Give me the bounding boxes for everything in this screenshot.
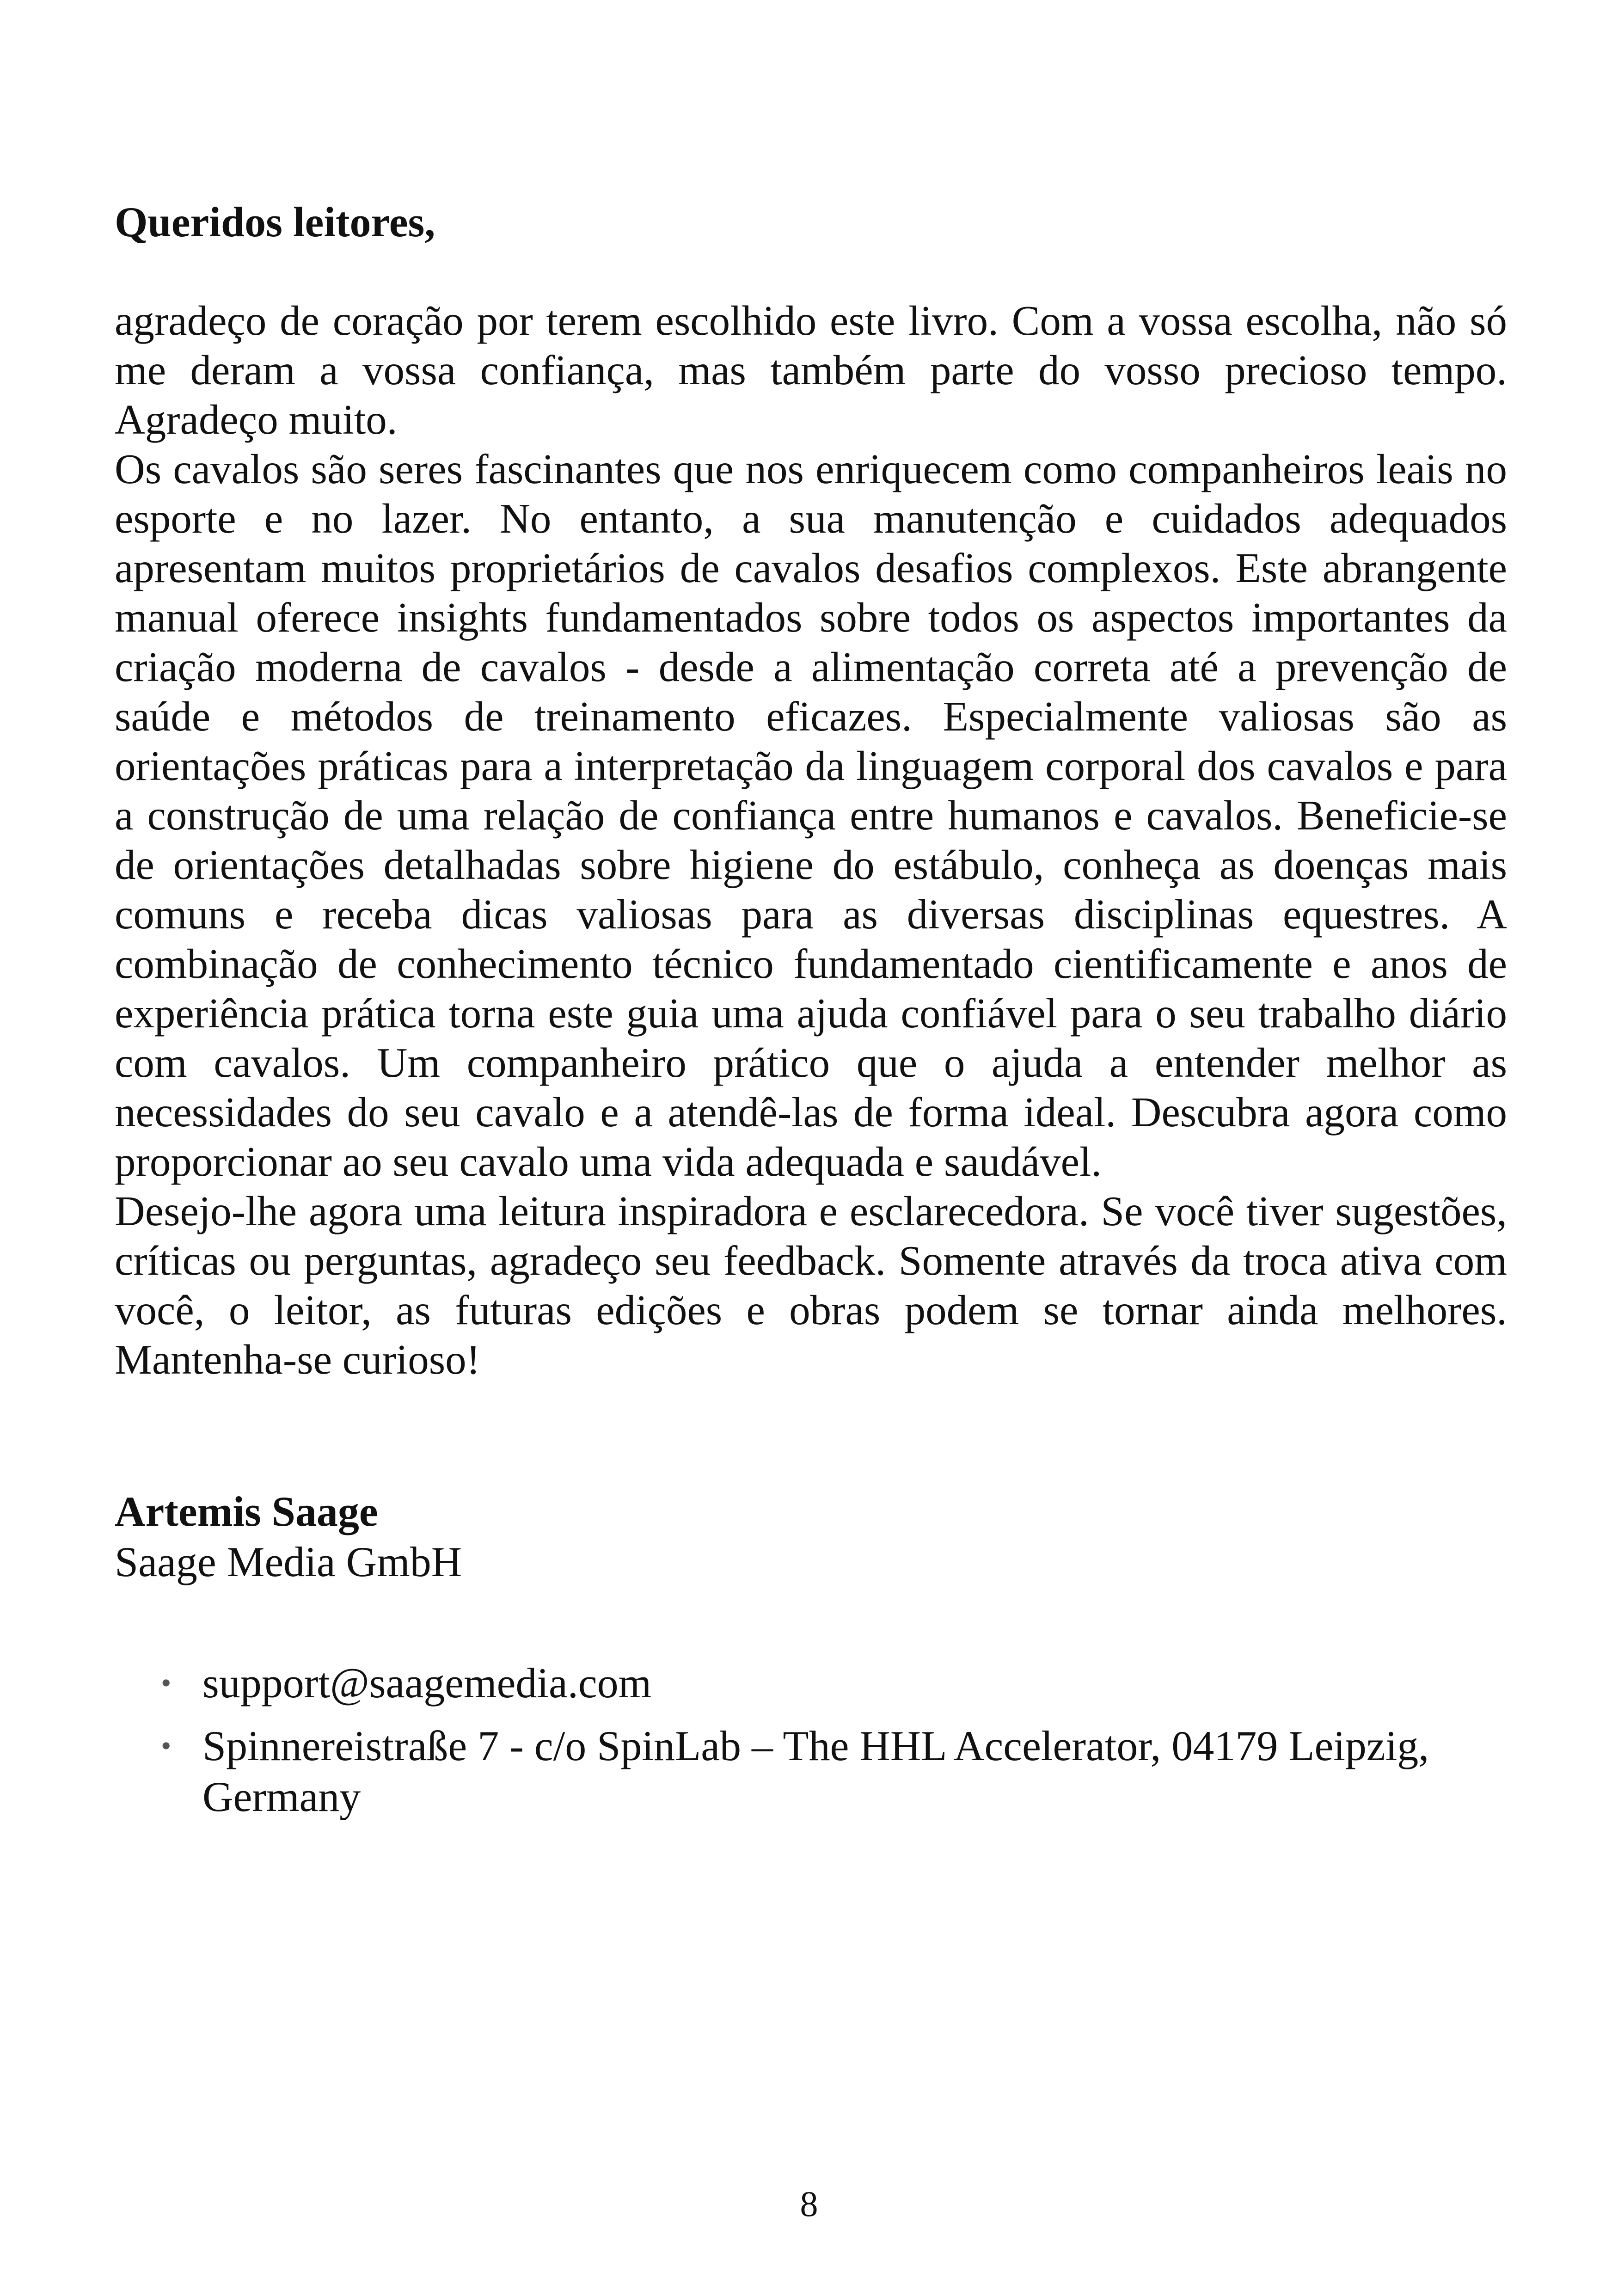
paragraph-closing: Desejo-lhe agora uma leitura inspiradora e esclarecedora. Se você tiver sugestões, críticas ou perguntas, agradeço seu feedback. Somente através da troca ativa com você, o leitor, as futuras edições e obras podem se tornar ainda melhores. Mantenha-se curioso! bbox=[115, 1188, 1507, 1383]
author-name: Artemis Saage bbox=[115, 1488, 378, 1535]
salutation: Queridos leitores, bbox=[115, 198, 435, 246]
letter-body bbox=[115, 296, 1507, 1384]
bullet-icon: • bbox=[161, 1666, 172, 1699]
paragraph-thanks: agradeço de coração por terem escolhido este livro. Com a vossa escolha, não só me deram a vossa confiança, mas também parte do vosso precioso tempo. Agradeço muito. bbox=[115, 297, 1507, 443]
page-number: 8 bbox=[800, 2184, 818, 2224]
contact-address-item bbox=[115, 1720, 1507, 1822]
company-name: Saage Media GmbH bbox=[115, 1538, 462, 1585]
contact-list bbox=[115, 1658, 1507, 1834]
signature-block bbox=[115, 1486, 462, 1587]
contact-email[interactable]: support@saagemedia.com bbox=[202, 1659, 652, 1707]
bullet-icon: • bbox=[161, 1729, 172, 1762]
contact-email-item bbox=[115, 1658, 1507, 1708]
paragraph-main: Os cavalos são seres fascinantes que nos enriquecem como companheiros leais no esporte e no lazer. No entanto, a sua manutenção e cuidados adequados apresentam muitos proprietários de cavalos desafios complexos. Este abrangente manual oferece insights fundamentados sobre todos os aspectos importantes da criação moderna de cavalos - desde a alimentação correta até a prevenção de saúde e métodos de treinamento eficazes. Especialmente valiosas são as orientações práticas para a interpretação da linguagem corporal dos cavalos e para a construção de uma relação de confiança entre humanos e cavalos. Beneficie-se de orientações detalhadas sobre higiene do estábulo, conheça as doenças mais comuns e receba dicas valiosas para as diversas disciplinas equestres. A combinação de conhecimento técnico fundamentado cientificamente e anos de experiência prática torna este guia uma ajuda confiável para o seu trabalho diário com cavalos. Um companheiro prático que o ajuda a entender melhor as necessidades do seu cavalo e a atendê-las de forma ideal. Descubra agora como proporcionar ao seu cavalo uma vida adequada e saudável. bbox=[115, 446, 1507, 1185]
contact-address: Spinnereistraße 7 - c/o SpinLab – The HHL Accelerator, 04179 Leipzig, Germany bbox=[202, 1722, 1429, 1820]
